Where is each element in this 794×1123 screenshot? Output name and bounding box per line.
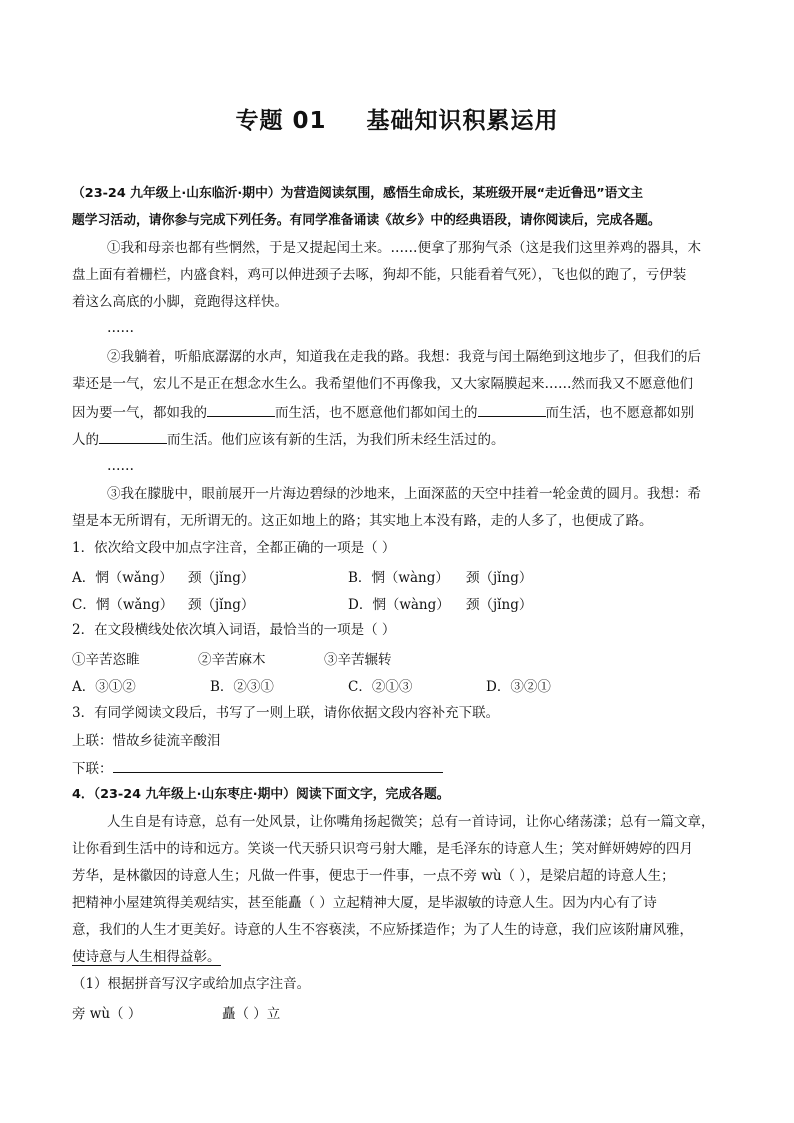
q3-stem: 3．有同学阅读文段后，书写了一则上联，请你依据文段内容补充下联。 bbox=[72, 705, 500, 721]
passage2-line2: 让你看到生活中的诗和远方。笑谈一代天骄只识弯弓射大雕，是毛泽东的诗意人生；笑对鲜妍娉婷的四月 bbox=[72, 841, 693, 857]
passage-p2-line1: ②我躺着，听船底潺潺的水声，知道我在走我的路。我想：我竟与闰土隔绝到这地步了，但我们的后 bbox=[107, 349, 701, 365]
q4-sub1-stem: （1）根据拼音写汉字或给加点字注音。 bbox=[72, 976, 311, 992]
passage-p3-line2: 望是本无所谓有，无所谓无的。这正如地上的路；其实地上本没有路，走的人多了，也便成了路。 bbox=[72, 513, 653, 529]
passage2-line3: 芳华，是林徽因的诗意人生；凡做一件事，便忠于一件事，一点不旁 wù（ ），是梁启超的诗意人生； bbox=[72, 868, 675, 884]
passage-p2-line4: 人的 而生活。他们应该有新的生活，为我们所未经生活过的。 bbox=[72, 429, 505, 450]
passage-p1-line1: ①我和母亲也都有些惘然，于是又提起闰土来。……便拿了那狗气杀（这是我们这里养鸡的器具，木 bbox=[107, 240, 701, 256]
q1-option-d-1: D．惘（wàng） bbox=[348, 597, 450, 613]
fill-blank-2[interactable] bbox=[478, 402, 546, 417]
title-number: 专题 01 bbox=[235, 108, 327, 134]
passage2-line4: 把精神小屋建筑得美观结实，甚至能矗（ ）立起精神大厦，是毕淑敏的诗意人生。因为内心有了诗 bbox=[72, 895, 657, 911]
title-topic: 基础知识积累运用 bbox=[366, 108, 559, 134]
q2-word-1: ①辛苦恣睢 bbox=[72, 652, 140, 668]
q2-option-c: C．②①③ bbox=[348, 679, 413, 695]
q2-word-2: ②辛苦麻木 bbox=[198, 652, 266, 668]
section2-intro: 4．（23-24 九年级上·山东枣庄·期中）阅读下面文字，完成各题。 bbox=[72, 787, 450, 802]
q3-upper-couplet: 上联：惜故乡徒流辛酸泪 bbox=[72, 733, 221, 749]
passage-ellipsis-2: …… bbox=[107, 458, 134, 474]
section1-intro-line2: 题学习活动，请你参与完成下列任务。有同学准备诵读《故乡》中的经典语段，请你阅读后，完成各题。 bbox=[72, 213, 661, 228]
lower-couplet-answer-blank[interactable] bbox=[113, 758, 443, 773]
passage-p3-line1: ③我在朦胧中，眼前展开一片海边碧绿的沙地来，上面深蓝的天空中挂着一轮金黄的圆月。我想：希 bbox=[107, 486, 701, 502]
q2-option-b: B．②③① bbox=[210, 679, 274, 695]
q1-option-b-2: 颈（jǐng） bbox=[466, 570, 533, 586]
section1-intro-line1: （23-24 九年级上·山东临沂·期中）为营造阅读氛围，感悟生命成长，某班级开展“走近鲁迅”语文主 bbox=[72, 186, 644, 201]
passage2-line1: 人生自是有诗意，总有一处风景，让你嘴角扬起微笑；总有一首诗词，让你心绪荡漾；总有一篇文章， bbox=[107, 814, 715, 830]
passage-p1-line3: 着这么高底的小脚，竟跑得这样快。 bbox=[72, 294, 288, 310]
q2-stem: 2．在文段横线处依次填入词语，最恰当的一项是（ ） bbox=[72, 622, 396, 638]
q4-answer-chu[interactable]: 矗（ ）立 bbox=[222, 1006, 281, 1022]
q2-option-a: A．③①② bbox=[72, 679, 136, 695]
q1-option-d-2: 颈（jǐng） bbox=[466, 597, 533, 613]
q1-stem: 1．依次给文段中加点字注音，全都正确的一项是（ ） bbox=[72, 540, 396, 556]
q1-option-b-1: B．惘（wàng） bbox=[348, 570, 449, 586]
q2-word-3: ③辛苦辗转 bbox=[324, 652, 392, 668]
page-title bbox=[0, 102, 794, 135]
passage2-line5: 意，我们的人生才更美好。诗意的人生不容亵渎，不应矫揉造作；为了人生的诗意，我们应该附庸风雅， bbox=[72, 922, 693, 938]
q4-answer-wu[interactable]: 旁 wù（ ） bbox=[72, 1006, 142, 1022]
q1-option-c-2: 颈（jǐng） bbox=[188, 597, 255, 613]
q3-lower-couplet: 下联： bbox=[72, 758, 443, 779]
passage-p1-line2: 盘上面有着栅栏，内盛食料，鸡可以伸进颈子去啄，狗却不能，只能看着气死），飞也似的跑了，亏伊装 bbox=[72, 267, 687, 283]
q2-option-d: D．③②① bbox=[486, 679, 551, 695]
passage-p2-line3: 因为要一气，都如我的 而生活，也不愿意他们都如闰土的 而生活，也不愿意都如别 bbox=[72, 402, 694, 423]
fill-blank-1[interactable] bbox=[207, 402, 275, 417]
q1-option-a-2: 颈（jǐng） bbox=[188, 570, 255, 586]
passage-p2-line2: 辈还是一气，宏儿不是正在想念水生么。我希望他们不再像我，又大家隔膜起来……然而我又不愿意他们 bbox=[72, 376, 693, 392]
fill-blank-3[interactable] bbox=[99, 429, 167, 444]
q1-option-c-1: C．惘（wǎng） bbox=[72, 597, 174, 613]
passage2-line6: 使诗意与人生相得益彰。 bbox=[72, 949, 221, 965]
passage-ellipsis-1: …… bbox=[107, 320, 134, 336]
q1-option-a-1: A．惘（wǎng） bbox=[72, 570, 173, 586]
